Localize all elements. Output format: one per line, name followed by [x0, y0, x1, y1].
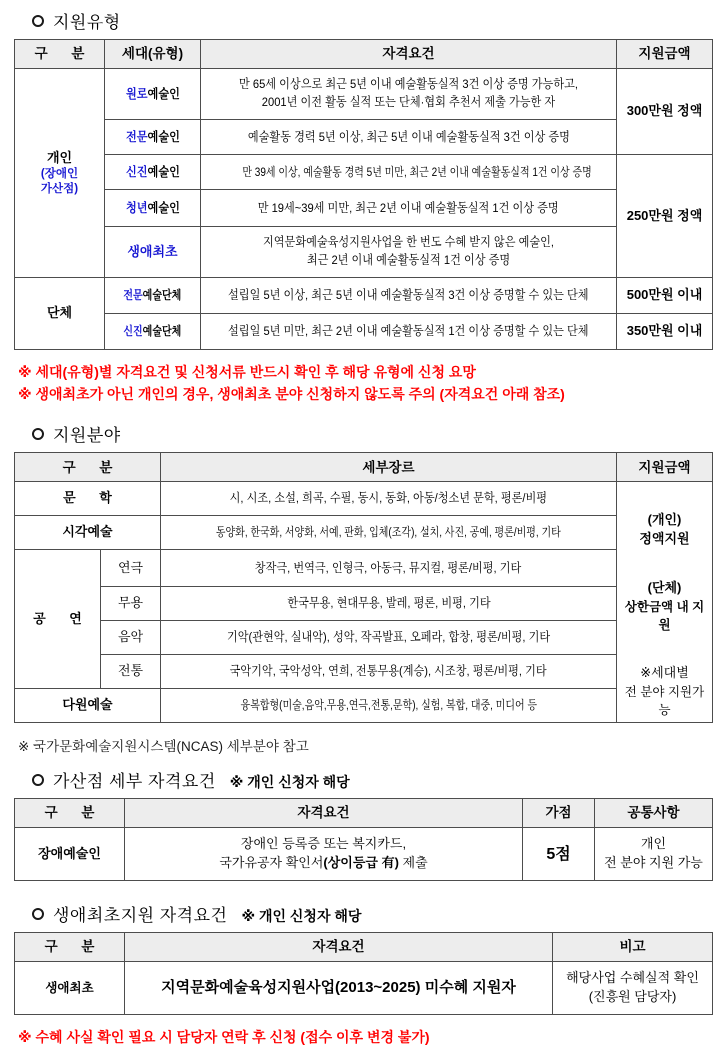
- section-title-suffix: ※ 개인 신청자 해당: [241, 908, 362, 925]
- cell-remark: [553, 962, 713, 1015]
- note-ncas-reference: ※ 국가문화예술지원시스템(NCAS) 세부분야 참고: [18, 739, 309, 755]
- circle-bullet-icon: [32, 15, 44, 27]
- col-header-generation: 세대(유형): [105, 40, 201, 69]
- requirement-line-2: 최근 2년 이내 예술활동실적 1건 이상 증명: [306, 253, 511, 267]
- cell-genres: [161, 655, 617, 689]
- section-heading-bonus-points: [14, 767, 712, 792]
- table-row: [15, 69, 713, 120]
- cell-genres: [161, 587, 617, 621]
- requirement-line-1: 만 39세 이상, 예술활동 경력 5년 미만, 최근 2년 이내 예술활동실적 1건 이상 증명: [242, 164, 592, 179]
- cell-field-performance: 공 연: [15, 550, 101, 689]
- cell-generation-type: [105, 278, 201, 314]
- cell-genres: [161, 550, 617, 587]
- cell-genres: [161, 516, 617, 550]
- requirement-line-1: 설립일 5년 미만, 최근 2년 이내 예술활동실적 1건 이상 증명할 수 있는 단체: [228, 324, 589, 338]
- cell-subgenre-theater: 연극: [101, 550, 161, 587]
- col-header-requirements: 자격요건: [125, 799, 523, 828]
- genre-list: 융복합형(미술,음악,무용,연극,전통,문학), 실험, 복합, 대중, 미디어 등: [240, 698, 537, 713]
- col-header-division: 구 분: [15, 933, 125, 962]
- cell-generation-type: [105, 190, 201, 227]
- col-header-genre: 세부장르: [161, 453, 617, 482]
- circle-bullet-icon: [32, 908, 44, 920]
- note-support-type-2: ※ 생애최초가 아닌 개인의 경우, 생애최초 분야 신청하지 않도록 주의 (자격요건 아래 참조): [18, 385, 565, 402]
- requirement-line-1: 만 19세~39세 미만, 최근 2년 이내 예술활동실적 1건 이상 증명: [258, 200, 559, 215]
- type-prefix: 생애최초: [127, 243, 178, 259]
- note-support-type-1: ※ 세대(유형)별 자격요건 및 신청서류 반드시 확인 후 해당 유형에 신청 요망: [18, 364, 476, 380]
- type-prefix: 원로: [125, 86, 148, 101]
- cell-requirement: [201, 155, 617, 190]
- cell-genres: [161, 482, 617, 516]
- genre-list: 한국무용, 현대무용, 발레, 평론, 비평, 기타: [286, 596, 491, 611]
- col-header-remark: 비고: [553, 933, 713, 962]
- circle-bullet-icon: [32, 774, 44, 786]
- requirement-line-2: [128, 854, 519, 873]
- amount-line-4: 상한금액 내 지원: [624, 599, 705, 633]
- cell-subgenre-dance: 무용: [101, 587, 161, 621]
- circle-bullet-icon: [32, 428, 44, 440]
- division-sub-line2: 가산점): [40, 183, 79, 196]
- support-field-table: [14, 452, 713, 723]
- cell-division-disabled-artist: 장애예술인: [15, 828, 125, 881]
- table-row: [15, 190, 713, 227]
- requirement-line-1: 설립일 5년 이상, 최근 5년 이내 예술활동실적 3건 이상 증명할 수 있는 단체: [228, 288, 589, 302]
- col-header-amount: 지원금액: [617, 453, 713, 482]
- cell-genres: [161, 689, 617, 723]
- bonus-points-table: [14, 798, 713, 881]
- section-title-suffix: ※ 개인 신청자 해당: [229, 774, 350, 791]
- cell-generation-type: [105, 69, 201, 120]
- requirement-line-1: 예술활동 경력 5년 이상, 최근 5년 이내 예술활동실적 3건 이상 증명: [247, 129, 570, 144]
- cell-amount: 350만원 이내: [617, 314, 713, 350]
- type-suffix: 예술단체: [142, 288, 182, 303]
- section-title: 가산점 세부 자격요건: [53, 772, 216, 792]
- cell-generation-type: [105, 227, 201, 278]
- table-row: [15, 120, 713, 155]
- section-title: 지원유형: [53, 13, 121, 32]
- division-name: 개인: [46, 149, 73, 165]
- table-row: [15, 962, 713, 1015]
- genre-list: 국악기악, 국악성악, 연희, 전통무용(계승), 시조창, 평론/비평, 기타: [229, 664, 548, 679]
- requirement-text-plain-1: 국가유공자 확인서: [219, 855, 324, 871]
- cell-subgenre-music: 음악: [101, 621, 161, 655]
- table-row: [15, 516, 713, 550]
- genre-list: 기악(관현악, 실내악), 성악, 작곡발표, 오페라, 합창, 평론/비평, 기타: [226, 630, 551, 645]
- col-header-division: 구 분: [15, 453, 161, 482]
- cell-genres: [161, 621, 617, 655]
- requirement-line-1: 지역문화예술육성지원사업을 한 번도 수혜 받지 않은 예술인,: [262, 235, 555, 250]
- cell-generation-type: [105, 120, 201, 155]
- table-row: [15, 655, 713, 689]
- cell-amount: 500만원 이내: [617, 278, 713, 314]
- cell-common: [595, 828, 713, 881]
- table-row: [15, 689, 713, 723]
- table-row: [15, 314, 713, 350]
- col-header-division: 구 분: [15, 40, 105, 69]
- cell-requirement: [201, 190, 617, 227]
- cell-amount: 250만원 정액: [617, 155, 713, 278]
- table-row: [15, 482, 713, 516]
- cell-division-individual: [15, 69, 105, 278]
- type-suffix: 예술인: [147, 200, 180, 215]
- cell-field-literature: 문 학: [15, 482, 161, 516]
- cell-requirement: [201, 314, 617, 350]
- genre-list: 동양화, 한국화, 서양화, 서예, 판화, 입체(조각), 설치, 사진, 공예, 평론/비평, 기타: [216, 525, 561, 540]
- support-type-table: [14, 39, 713, 350]
- type-prefix: 청년: [125, 200, 148, 215]
- col-header-requirements: 자격요건: [201, 40, 617, 69]
- section-heading-first-time: [14, 901, 712, 926]
- requirement-line-1: 장애인 등록증 또는 복지카드,: [240, 836, 407, 852]
- cell-requirement: [125, 828, 523, 881]
- type-suffix: 예술인: [147, 129, 180, 144]
- common-line-1: 개인: [640, 836, 667, 852]
- genre-list: 시, 시조, 소설, 희곡, 수필, 동시, 동화, 아동/청소년 문학, 평론/비평: [229, 491, 548, 506]
- amount-line-1: (개인): [647, 512, 682, 528]
- table-header-row: [15, 40, 713, 69]
- requirement-line-1: 만 65세 이상으로 최근 5년 이내 예술활동실적 3건 이상 증명 가능하고,: [239, 77, 578, 92]
- cell-subgenre-traditional: 전통: [101, 655, 161, 689]
- type-prefix: 신진: [125, 164, 148, 179]
- table-row: [15, 828, 713, 881]
- amount-line-5: ※세대별: [640, 665, 689, 681]
- cell-amount: 300만원 정액: [617, 69, 713, 155]
- amount-line-3: (단체): [647, 580, 682, 596]
- col-header-points: 가점: [523, 799, 595, 828]
- cell-division-first-time: 생애최초: [15, 962, 125, 1015]
- section-title: 생애최초지원 자격요건: [53, 906, 228, 926]
- type-prefix: 신진: [123, 324, 143, 339]
- first-time-table: [14, 932, 713, 1015]
- table-header-row: [15, 799, 713, 828]
- table-row: [15, 587, 713, 621]
- common-line-2: 전 분야 지원 가능: [604, 855, 703, 871]
- section-heading-support-type: [14, 8, 712, 33]
- section-heading-support-field: [14, 421, 712, 446]
- type-prefix: 전문: [123, 288, 143, 303]
- cell-requirement: [201, 278, 617, 314]
- type-suffix: 예술인: [147, 86, 180, 101]
- cell-requirement: 지역문화예술육성지원사업(2013~2025) 미수혜 지원자: [125, 962, 553, 1015]
- cell-requirement: [201, 120, 617, 155]
- cell-field-visual-art: 시각예술: [15, 516, 161, 550]
- table-row: [15, 550, 713, 587]
- col-header-requirements: 자격요건: [125, 933, 553, 962]
- requirement-line-2: 2001년 이전 활동 실적 또는 단체·협회 추천서 제출 가능한 자: [261, 95, 556, 109]
- requirement-text-plain-2: 제출: [398, 855, 428, 871]
- cell-division-group: 단체: [15, 278, 105, 350]
- type-suffix: 예술인: [147, 164, 180, 179]
- cell-field-multidisciplinary: 다원예술: [15, 689, 161, 723]
- remark-line-2: (진흥원 담당자): [588, 989, 677, 1005]
- table-row: [15, 621, 713, 655]
- division-sub-line1: (장애인: [40, 168, 79, 181]
- section-title: 지원분야: [53, 426, 121, 446]
- table-row: [15, 155, 713, 190]
- table-row: [15, 278, 713, 314]
- genre-list: 창작극, 번역극, 인형극, 아동극, 뮤지컬, 평론/비평, 기타: [255, 560, 522, 575]
- table-header-row: [15, 453, 713, 482]
- col-header-amount: 지원금액: [617, 40, 713, 69]
- note-first-time: ※ 수혜 사실 확인 필요 시 담당자 연락 후 신청 (접수 이후 변경 불가): [18, 1029, 430, 1046]
- cell-points: 5점: [523, 828, 595, 881]
- remark-line-1: 해당사업 수혜실적 확인: [566, 970, 699, 986]
- cell-requirement: [201, 227, 617, 278]
- table-header-row: [15, 933, 713, 962]
- col-header-division: 구 분: [15, 799, 125, 828]
- col-header-common: 공통사항: [595, 799, 713, 828]
- cell-generation-type: [105, 155, 201, 190]
- cell-support-amount: [617, 482, 713, 723]
- type-suffix: 예술단체: [142, 324, 182, 339]
- requirement-text-bold: (상이등급 有): [323, 855, 399, 871]
- type-prefix: 전문: [125, 129, 148, 144]
- cell-generation-type: [105, 314, 201, 350]
- cell-requirement: [201, 69, 617, 120]
- amount-line-6: 전 분야 지원가능: [624, 685, 705, 718]
- amount-line-2: 정액지원: [639, 531, 690, 547]
- table-row: [15, 227, 713, 278]
